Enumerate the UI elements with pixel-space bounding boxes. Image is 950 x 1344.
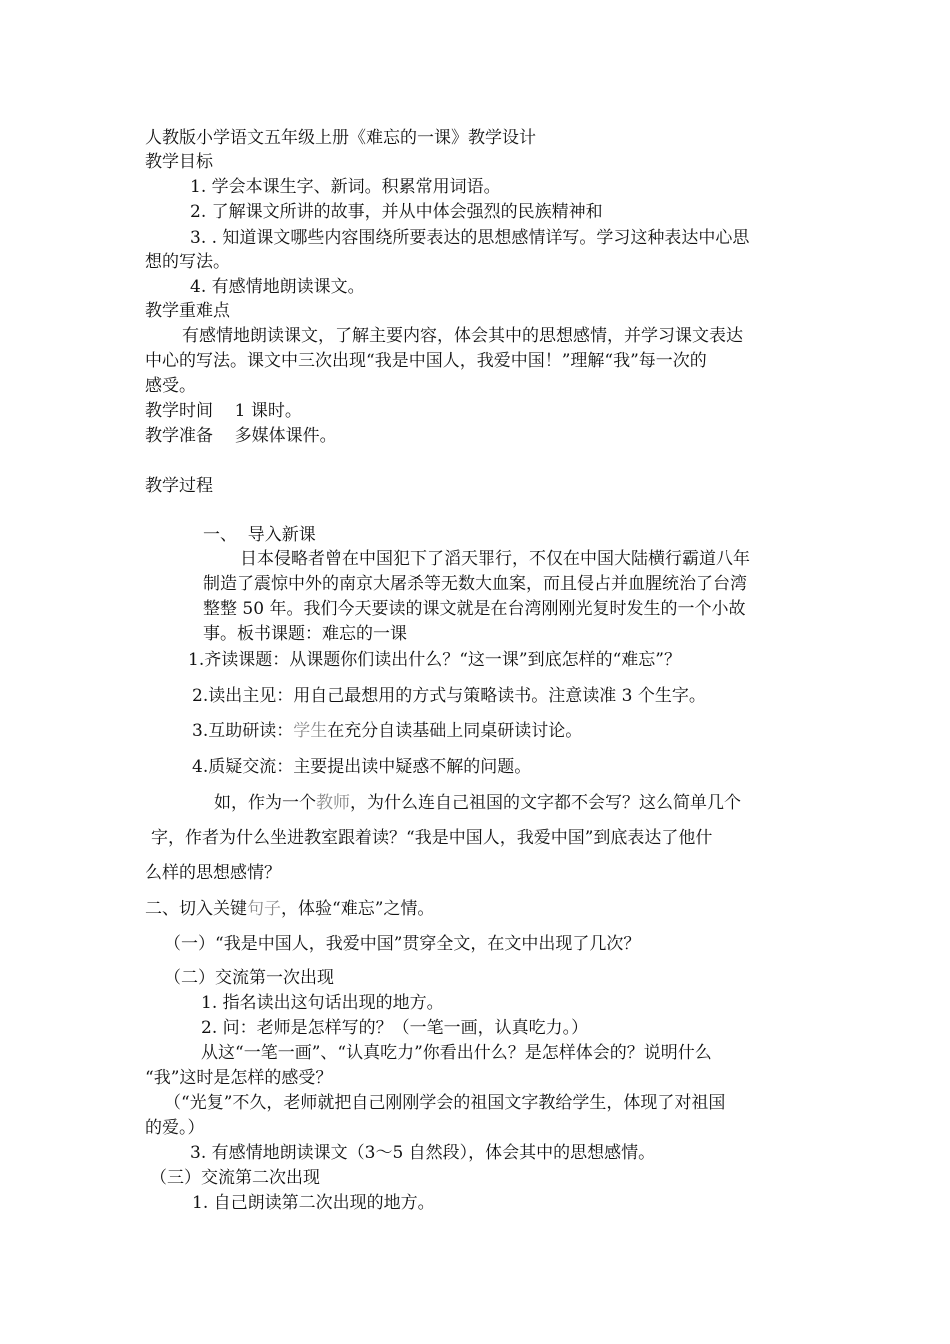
objective-2: 2. 了解课文所讲的故事，并从中体会强烈的民族精神和 (190, 202, 603, 222)
question-line-2: 字，作者为什么坐进教室跟着读？“我是中国人，我爱中国”到底表达了他什 (151, 828, 713, 848)
subsection-2-item-3: 3. 有感情地朗读课文（3～5 自然段），体会其中的思想感情。 (190, 1143, 656, 1163)
section-2-title: 二、切入关键句子，体验“难忘”之情。 (145, 899, 435, 919)
subsection-1: （一）“我是中国人，我爱中国”贯穿全文，在文中出现了几次？ (164, 934, 641, 954)
question-line-1: 如，作为一个教师，为什么连自己祖国的文字都不会写？这么简单几个 (214, 793, 741, 813)
objective-1: 1. 学会本课生字、新词。积累常用词语。 (190, 177, 501, 197)
objectives-heading: 教学目标 (145, 152, 213, 172)
keypoints-line-2: 中心的写法。课文中三次出现“我是中国人，我爱中国！”理解“我”每一次的 (145, 351, 707, 371)
section-1-title: 一、 导入新课 (203, 525, 316, 545)
question-line-3: 么样的思想感情？ (145, 863, 281, 883)
subsection-2-answer-1: （“光复”不久，老师就把自己刚刚学会的祖国文字教给学生，体现了对祖国 (164, 1093, 726, 1113)
section-1-line-1: 日本侵略者曾在中国犯下了滔天罪行，不仅在中国大陆横行霸道八年 (240, 549, 750, 569)
subsection-2-item-1: 1. 指名读出这句话出现的地方。 (201, 993, 444, 1013)
teaching-time: 教学时间 1 课时。 (145, 401, 302, 421)
section-1-line-2: 制造了震惊中外的南京大屠杀等无数大血案，而且侵占并血腥统治了台湾 (203, 574, 747, 594)
subsection-2: （二）交流第一次出现 (164, 968, 334, 988)
keypoints-line-1: 有感情地朗读课文，了解主要内容，体会其中的思想感情，并学习课文表达 (182, 326, 743, 346)
teaching-prep: 教学准备 多媒体课件。 (145, 426, 337, 446)
keypoints-heading: 教学重难点 (145, 301, 230, 321)
keypoints-line-3: 感受。 (145, 376, 196, 396)
subsection-2-question-2: “我”这时是怎样的感受？ (145, 1068, 333, 1088)
subsection-3-item-1: 1. 自己朗读第二次出现的地方。 (192, 1193, 435, 1213)
subsection-3: （三）交流第二次出现 (150, 1168, 320, 1188)
step-2: 2.读出主见：用自己最想用的方式与策略读书。注意读准 3 个生字。 (192, 686, 706, 706)
objective-3: 3. . 知道课文哪些内容围绕所要表达的思想感情详写。学习这种表达中心思 (190, 228, 750, 248)
subsection-2-answer-2: 的爱。） (145, 1118, 205, 1138)
objective-4: 4. 有感情地朗读课文。 (190, 277, 365, 297)
subsection-2-item-2: 2. 问：老师是怎样写的？（一笔一画，认真吃力。） (201, 1018, 589, 1038)
document-title: 人教版小学语文五年级上册《难忘的一课》教学设计 (145, 128, 536, 148)
step-3: 3.互助研读：学生在充分自读基础上同桌研读讨论。 (192, 721, 583, 741)
process-heading: 教学过程 (145, 476, 213, 496)
step-4: 4.质疑交流：主要提出读中疑惑不解的问题。 (192, 757, 532, 777)
section-1-line-3: 整整 50 年。我们今天要读的课文就是在台湾刚刚光复时发生的一个小故 (203, 599, 746, 619)
step-1: 1.齐读课题：从课题你们读出什么？“这一课”到底怎样的“难忘”？ (188, 650, 681, 670)
section-1-line-4: 事。板书课题：难忘的一课 (203, 624, 407, 644)
subsection-2-question-1: 从这“一笔一画”、“认真吃力”你看出什么？是怎样体会的？说明什么 (201, 1043, 712, 1063)
objective-3-cont: 想的写法。 (145, 252, 230, 272)
